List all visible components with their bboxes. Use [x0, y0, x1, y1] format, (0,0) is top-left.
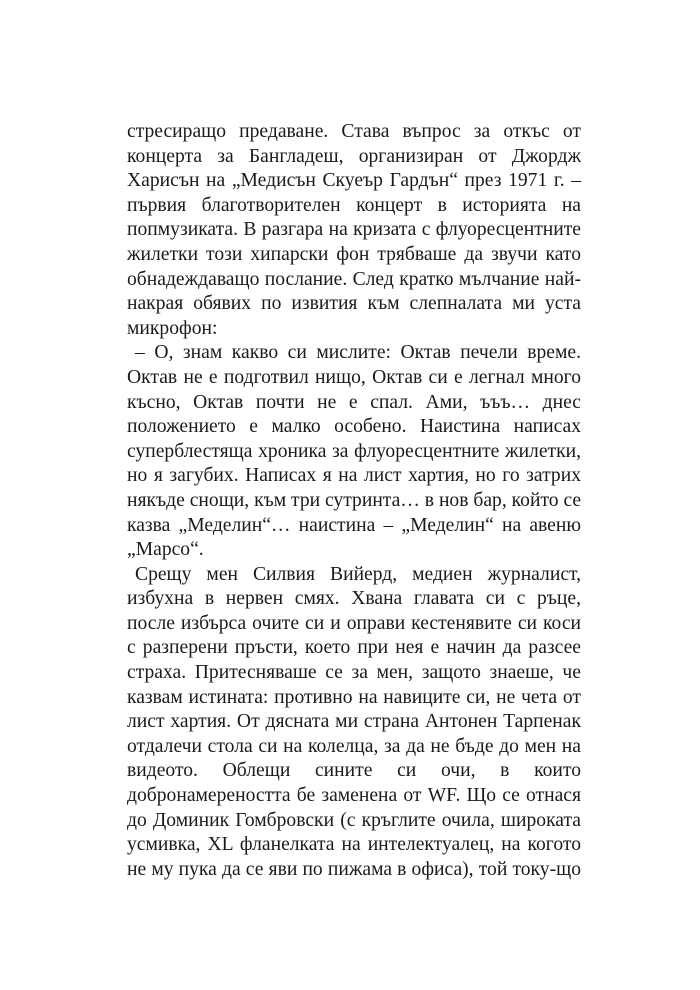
paragraph-1 — [127, 120, 581, 341]
text-line: някъде снощи, към три сутринта… в нов бар, който се — [127, 489, 582, 511]
text-line: не му пука да се яви по пижама в офиса), той току-що — [127, 858, 581, 880]
paragraph-3 — [127, 563, 581, 883]
text-line: концерта за Бангладеш, организиран от Джордж — [127, 145, 581, 167]
text-line: късно, Октав почти не е спал. Ами, ъъъ… днес — [127, 391, 581, 413]
text-line: „Марсо“. — [127, 539, 204, 561]
text-line: Харисън на „Медисън Скуеър Гардън“ през 1971 г. – — [127, 170, 581, 192]
text-line: отдалечи стола си на колелца, за да не бъде до мен на — [127, 735, 581, 757]
text-line: казва „Меделин“… наистина – „Меделин“ на авеню — [127, 514, 581, 536]
text-line: положението е малко особено. Наистина написах — [127, 416, 581, 438]
text-line: суперблестяща хроника за флуоресцентните жилетки, — [127, 440, 581, 462]
text-line: видеото. Облещи сините си очи, в които — [127, 760, 581, 782]
text-line: накрая обявих по извития към слепналата ми уста — [127, 293, 581, 315]
text-line: страха. Притесняваше се за мен, защото знаеше, че — [127, 662, 581, 684]
text-line: казвам истината: противно на навиците си, не чета от — [127, 686, 581, 708]
text-line: попмузиката. В разгара на кризата с флуоресцентните — [127, 219, 581, 241]
text-line: с разперени пръсти, което при нея е начин да разсее — [127, 637, 581, 659]
text-line: до Доминик Гомбровски (с кръглите очила, широката — [127, 809, 581, 831]
text-line: усмивка, XL фланелката на интелектуалец, на когото — [127, 834, 581, 856]
text-line: лист хартия. От дясната ми страна Антонен Тарпенак — [127, 711, 581, 733]
text-line: после избърса очите си и оправи кестенявите си коси — [127, 612, 581, 634]
text-line: добронамереността бе заменена от WF. Що се отнася — [127, 785, 581, 807]
text-line: първия благотворителен концерт в историята на — [127, 194, 581, 216]
page-body — [127, 120, 581, 882]
text-line: микрофон: — [127, 317, 218, 339]
text-line: – О, знам какво си мислите: Октав печели време. — [135, 342, 581, 364]
text-line: Октав не е подготвил нищо, Октав си е легнал много — [127, 366, 581, 388]
text-line: но я загубих. Написах я на лист хартия, но го затрих — [127, 465, 581, 487]
text-line: обнадеждаващо послание. След кратко мълчание най- — [127, 268, 581, 290]
text-line: избухна в нервен смях. Хвана главата си с ръце, — [127, 588, 581, 610]
paragraph-2 — [127, 341, 581, 562]
text-line: стресиращо предаване. Става въпрос за откъс от — [127, 121, 581, 142]
text-line: жилетки този хипарски фон трябваше да звучи като — [127, 243, 581, 265]
text-line: Срещу мен Силвия Вийерд, медиен журналист, — [135, 563, 581, 585]
